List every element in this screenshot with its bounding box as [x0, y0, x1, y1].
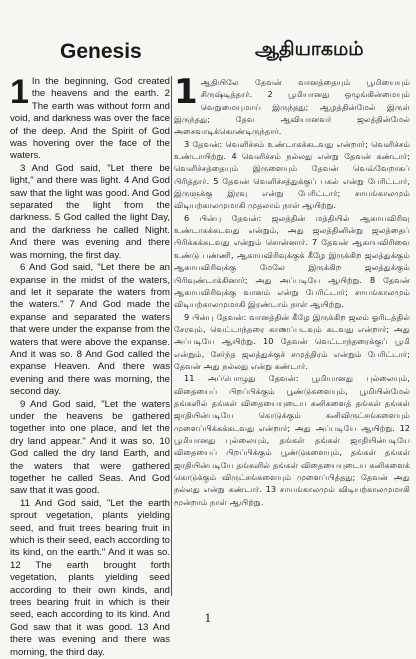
english-paragraph: 6 And God said, "Let there be an expanse in the midst of the waters, and let it separate the waters from the waters." 7 And God made the expanse and separated the waters that were under the expanse from the waters that were above the expanse. And it was so. 8 And God called the expanse Heaven. And there was evening and there was morning, the second day. [10, 262, 170, 398]
tamil-paragraph: 9 பின்பு தேவன்: வானத்தின் கீழே இருக்கிற ஜலம் ஓரிடத்தில் சேரவும், வெட்டாந்தரை காணப்படவும் கடவது என்றார்; அது அப்படியே ஆயிற்று. 10 தேவன் வெட்டாந்தரைக்குப் பூமி என்றும், சேர்ந்த ஜலத்துக்குச் சமுத்திரம் என்றும் பேரிட்டார்; தேவன் அது நல்லது என்று கண்டார். [174, 311, 410, 371]
english-paragraph: 9 And God said, "Let the waters under the heavens be gathered together into one place, and let the dry land appear." And it was so. 10 God called the dry land Earth, and the waters that were gathered together he called Seas. And God saw that it was good. [10, 398, 170, 497]
column-divider [171, 76, 172, 596]
page-number: 1 [204, 612, 212, 625]
tamil-paragraph: 3 தேவன்: வெளிச்சம் உண்டாகக்கடவது என்றார்; வெளிச்சம் உண்டாயிற்று. 4 வெளிச்சம் நல்லது என்று தேவன் கண்டார்; வெளிச்சத்தையும் இருளையும் தேவன் வெவ்வேறாகப் பிரித்தார். 5 தேவன் வெளிச்சத்துக்குப் பகல் என்று பேரிட்டார், இருளுக்கு இரவு என்று பேரிட்டார்; சாயங்காலமும் விடியற்காலமுமாகி முதலாம் நாள் ஆயிற்று. [174, 138, 410, 211]
tamil-column [174, 72, 410, 594]
english-paragraph: 11 And God said, "Let the earth sprout vegetation, plants yielding seed, and fruit trees bearing fruit in which is their seed, each according to its kind, on the earth." And it was so. 12 The earth brought forth vegetation, plants yielding seed according to their own kinds, and trees bearing fruit in which is their seed, each according to its kind. And God saw that it was good. 13 And there was evening and there was morning, the third day. [10, 497, 170, 658]
book-title-tamil: ஆதியாகமம் [255, 38, 364, 60]
english-paragraph: In the beginning, God created the heavens and the earth. 2 The earth was without form and void, and darkness was over the face of the deep. And the Spirit of God was hovering over the face of the waters. [10, 76, 170, 162]
tamil-paragraph: 6 பின்பு தேவன்: ஜலத்தின் மத்தியில் ஆகாயவிரிவு உண்டாகக்கடவது என்றும், அது ஜலத்தினின்று ஜலத்தைப் பிரிக்கக்கடவது என்றும் சொன்னார். 7 தேவன் ஆகாயவிரிவை உண்டு பண்ணி, ஆகாயவிரிவுக்குக் கீழே இருக்கிற ஜலத்துக்கும் ஆகாயவிரிவுக்கு மேலே இருக்கிற ஜலத்துக்கும் பிரிவுண்டாக்கினார்; அது அப்படியே ஆயிற்று. 8 தேவன் ஆகாயவிரிவுக்கு வானம் என்று பேரிட்டார்; சாயங்காலமும் விடியற்காலமுமாகி இரண்டாம் நாள் ஆயிற்று. [174, 212, 410, 310]
tamil-paragraph: ஆதியிலே தேவன் வானத்தையும் பூமியையும் சிருஷ்டித்தார். 2 பூமியானது ஒழுங்கின்மையும் வெறுமையுமாய் இருந்தது; ஆழத்தின்மேல் இருள் இருந்தது; தேவ ஆவியானவர் ஜலத்தின்மேல் அசைவாடிக்கொண்டிருந்தார். [174, 77, 410, 137]
english-column [10, 73, 170, 658]
english-paragraph: 3 And God said, "Let there be light," and there was light. 4 And God saw that the light was good. And God separated the light from the darkness. 5 God called the light Day, and the darkness he called Night. And there was evening and there was morning, the first day. [10, 162, 170, 261]
chapter-number-tamil: 1 [174, 72, 198, 112]
book-title-english: Genesis [60, 40, 142, 63]
tamil-paragraph: 11 அப்பொழுது தேவன்: பூமியானது புல்லையும், விதையைப் பிறப்பிக்கும் பூண்டுகளையும், பூமியின்மேல் தங்களில் தங்கள் விதையையுடைய கனிகளைத் தங்கள் தங்கள் ஜாதியின்படியே கொடுக்கும் கனிவிருட்சங்களையும் முளைப்பிக்கக்கடவது என்றார்; அது அப்படியே ஆயிற்று. 12 பூமியானது புல்லையும், தங்கள் தங்கள் ஜாதியின்படியே விதையைப் பிறப்பிக்கும் பூண்டுகளையும், தங்கள் தங்கள் ஜாதியின்படியே தங்களில் தங்கள் விதையையுடைய கனிகளைக் கொடுக்கும் விருட்சங்களையும் முளைப்பித்தது; தேவன் அது நல்லது என்று கண்டார். 13 சாயங்காலமும் விடியற்காலமுமாகி மூன்றாம் நாள் ஆயிற்று. [174, 373, 410, 507]
chapter-number-english: 1 [10, 73, 29, 111]
